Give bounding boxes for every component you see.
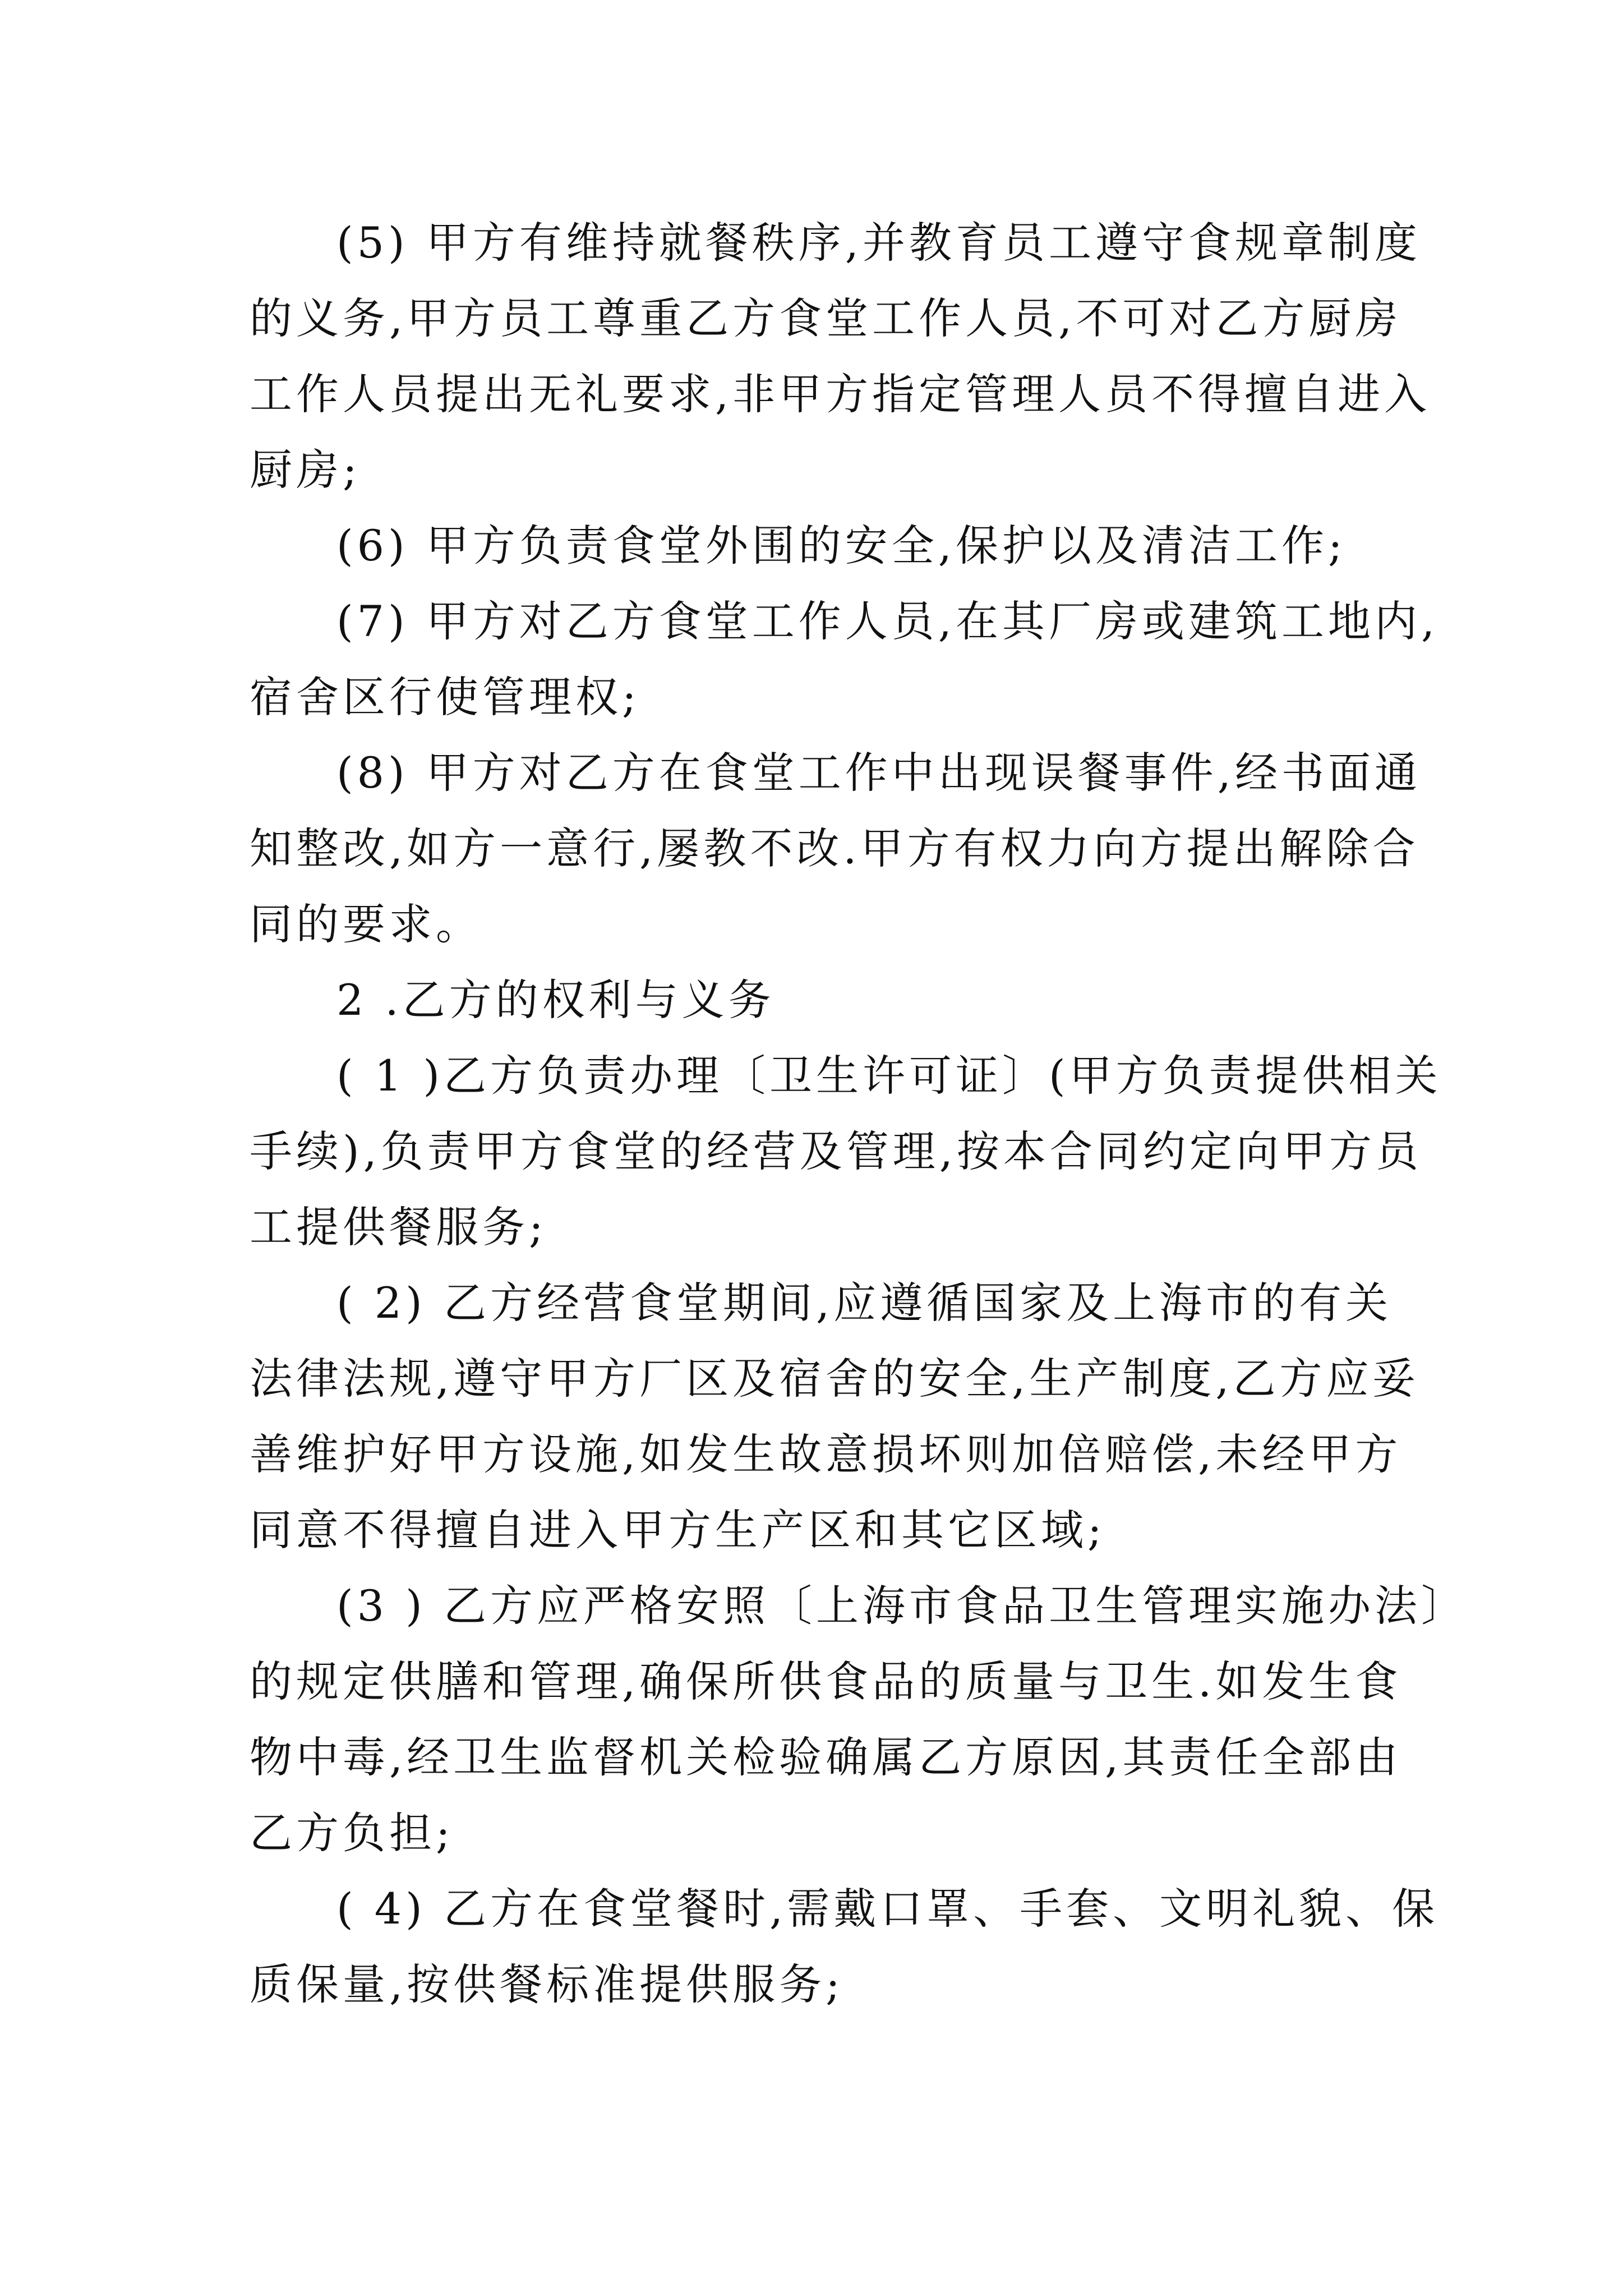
text-line: (5) 甲方有维持就餐秩序,并教育员工遵守食规章制度	[336, 218, 1421, 268]
text-line: 工提供餐服务;	[250, 1202, 547, 1252]
text-line: 同的要求。	[250, 899, 482, 949]
section-heading: 2 .乙方的权利与义务	[336, 975, 775, 1025]
text-line: (7) 甲方对乙方食堂工作人员,在其厂房或建筑工地内,	[336, 596, 1439, 646]
text-line: (6) 甲方负责食堂外围的安全,保护以及清洁工作;	[336, 521, 1347, 570]
text-line: ( 4) 乙方在食堂餐时,需戴口罩、手套、文明礼貌、保	[336, 1884, 1439, 1934]
text-line: (3 ) 乙方应严格安照〔上海市食品卫生管理实施办法〕	[336, 1581, 1468, 1631]
text-line: 质保量,按供餐标准提供服务;	[250, 1959, 844, 2009]
text-line: 善维护好甲方设施,如发生故意损坏则加倍赔偿,未经甲方	[250, 1429, 1402, 1479]
text-line: 的义务,甲方员工尊重乙方食堂工作人员,不可对乙方厨房	[250, 293, 1402, 343]
text-line: ( 1 )乙方负责办理〔卫生许可证〕(甲方负责提供相关	[336, 1051, 1442, 1101]
text-line: 的规定供膳和管理,确保所供食品的质量与卫生.如发生食	[250, 1657, 1402, 1706]
text-line: 物中毒,经卫生监督机关检验确属乙方原因,其责任全部由	[250, 1732, 1402, 1782]
text-line: ( 2) 乙方经营食堂期间,应遵循国家及上海市的有关	[336, 1278, 1393, 1328]
text-line: 同意不得擅自进入甲方生产区和其它区域;	[250, 1505, 1106, 1555]
text-line: (8) 甲方对乙方在食堂工作中出现误餐事件,经书面通	[336, 748, 1421, 798]
text-line: 工作人员提出无礼要求,非甲方指定管理人员不得擅自进入	[250, 369, 1431, 419]
text-line: 法律法规,遵守甲方厂区及宿舍的安全,生产制度,乙方应妥	[250, 1354, 1419, 1404]
text-line: 宿舍区行使管理权;	[250, 672, 640, 722]
text-line: 手续),负责甲方食堂的经营及管理,按本合同约定向甲方员	[250, 1126, 1422, 1176]
text-line: 知整改,如方一意行,屡教不改.甲方有权力向方提出解除合	[250, 823, 1419, 873]
text-line: 厨房;	[250, 445, 361, 495]
text-line: 乙方负担;	[250, 1808, 454, 1858]
